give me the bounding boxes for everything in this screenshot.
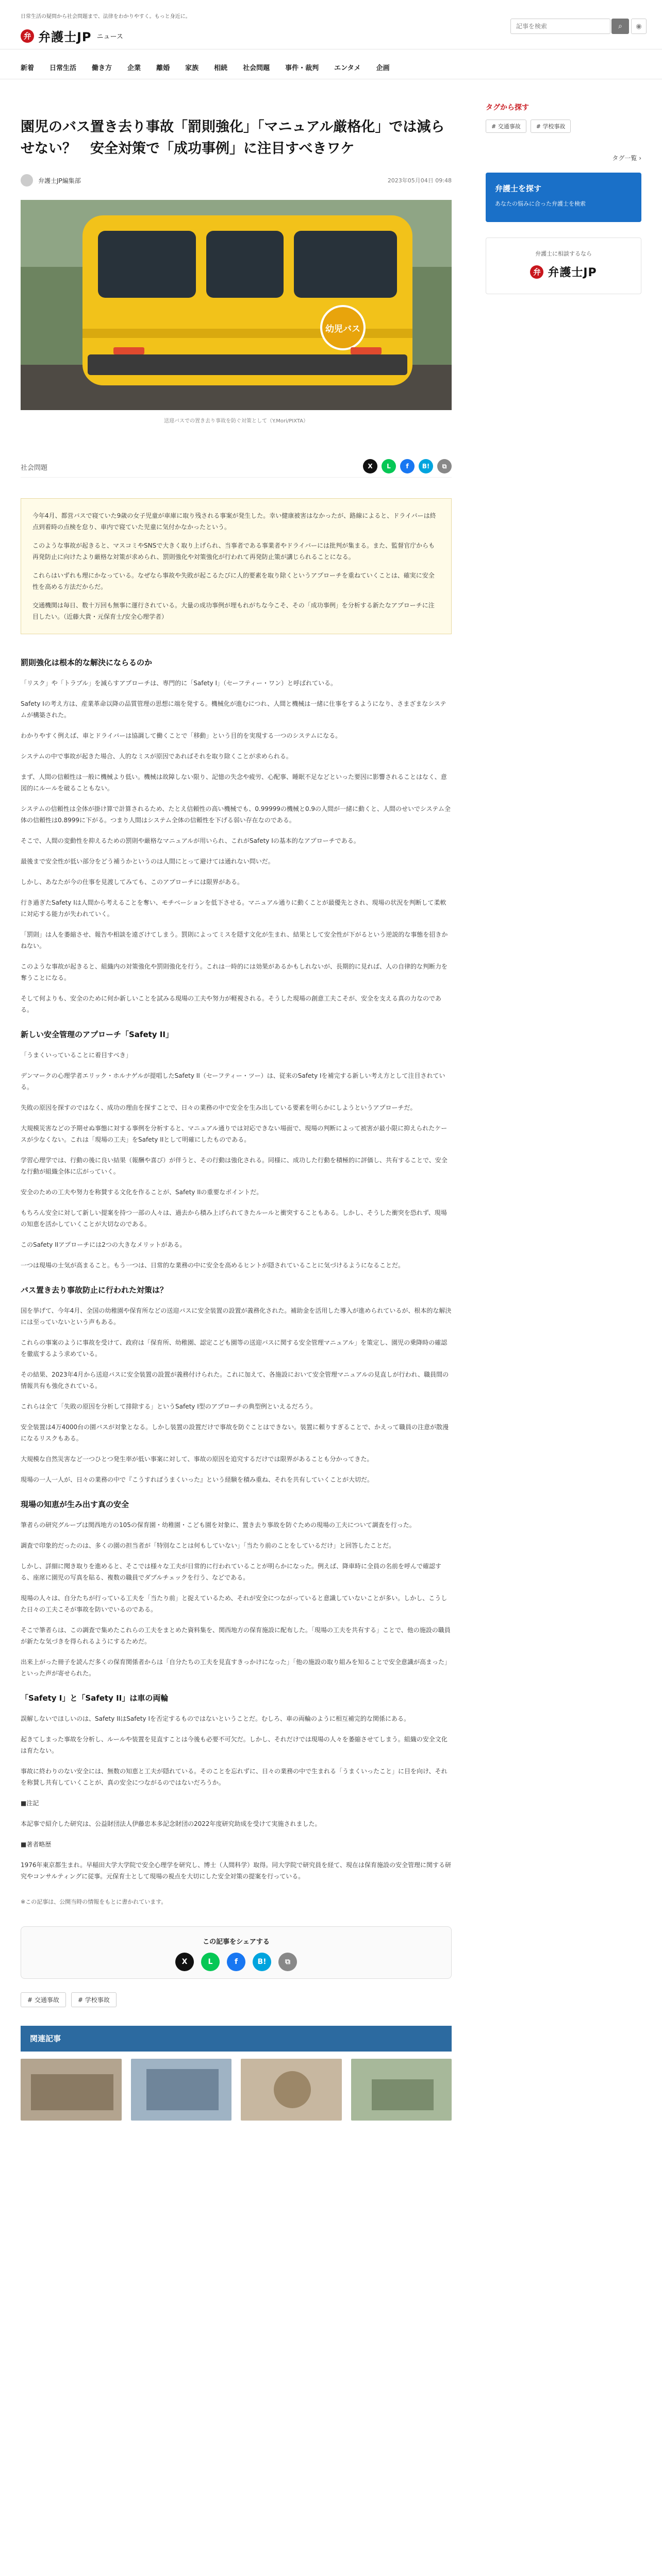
body-paragraph: 「うまくいっていることに着目すべき」 bbox=[21, 1052, 132, 1059]
category-nav bbox=[0, 56, 662, 79]
nav-item-incidents[interactable]: 事件・裁判 bbox=[285, 64, 319, 72]
body-paragraph: このような事故が起きると、組織内の対策強化や罰則強化を行う。これは一時的には効果があるかもしれないが、長期的に見れば、人の自律的な判断力を奪うことになる。 bbox=[21, 963, 448, 981]
body-paragraph: 最後まで安全性が低い部分をどう補うかというのは人間にとって避けては通れない問いだ。 bbox=[21, 858, 274, 865]
rss-button[interactable] bbox=[631, 19, 647, 34]
nav-item-features[interactable]: 企画 bbox=[376, 64, 390, 72]
body-paragraph: 出来上がった冊子を読んだ多くの保育関係者からは「自分たちの工夫を見直すきっかけになった」「他の施設の取り組みを知ることで安全意識が高まった」といった声が寄せられた。 bbox=[21, 1658, 451, 1677]
body-paragraph: 誤解しないでほしいのは、Safety IIはSafety Iを否定するものではないということだ。むしろ、車の両輪のように相互補完的な関係にある。 bbox=[21, 1715, 410, 1722]
body-paragraph: Safety Iの考え方は、産業革命以降の品質管理の思想に端を発する。機械化が進むにつれ、人間と機械は一緒に仕事をするようになり、さまざまなシステムが構築された。 bbox=[21, 700, 446, 719]
related-article-card[interactable] bbox=[21, 2059, 122, 2121]
body-paragraph: 学習心理学では、行動の後に良い結果（報酬や喜び）が伴うと、その行動は強化される。同様に、成功した行動を積極的に評価し、共有することで、安全な行動が組織全体に広がっていく。 bbox=[21, 1157, 448, 1175]
logo-subtitle: ニュース bbox=[96, 33, 123, 41]
tag-traffic-accident[interactable]: # 交通事故 bbox=[21, 1992, 66, 2007]
bus-sign-text: 幼児バス bbox=[325, 324, 360, 334]
nav-item-entertainment[interactable]: エンタメ bbox=[334, 64, 361, 72]
sidebar-tag-list bbox=[486, 120, 641, 133]
hatena-share-icon[interactable]: B! bbox=[419, 459, 433, 473]
body-paragraph: もちろん安全に対して新しい提案を持つ一部の人々は、過去から積み上げられてきたルールと衝突することもある。しかし、そうした衝突を恐れず、現場の知恵を活かしていくことが大切なのである。 bbox=[21, 1209, 447, 1228]
related-articles-list bbox=[21, 2059, 452, 2121]
article-main bbox=[21, 116, 452, 2121]
link-copy-icon[interactable]: ⧉ bbox=[278, 1953, 297, 1971]
author-avatar bbox=[21, 174, 33, 187]
find-lawyer-banner[interactable] bbox=[486, 173, 641, 222]
body-paragraph: しかし、あなたが今の仕事を見渡してみても、このアプローチには限界がある。 bbox=[21, 878, 244, 886]
body-paragraph: 失敗の原因を探すのではなく、成功の理由を探すことで、日々の業務の中で安全を生み出している要素を明らかにしようというアプローチだ。 bbox=[21, 1104, 417, 1111]
hero-caption: 送迎バスでの置き去り事故を防ぐ対策として（Y.Mori/PIXTA） bbox=[163, 418, 309, 424]
body-paragraph: 起きてしまった事故を分析し、ルールや装置を見直すことは今後も必要不可欠だ。しかし、それだけでは現場の人々を萎縮させてしまう。組織の安全文化は育たない。 bbox=[21, 1736, 448, 1754]
related-article-card[interactable] bbox=[131, 2059, 232, 2121]
hero-image bbox=[21, 200, 452, 410]
nav-item-family[interactable]: 家族 bbox=[185, 64, 199, 72]
banner-subtitle: 弁護士に相談するなら bbox=[535, 250, 592, 257]
summary-paragraph: 交通機関は毎日、数十万回も無事に運行されている。大量の成功事例が埋もれがちな今こそ、その「成功事例」を分析する新たなアプローチに注目したい。（近藤大貴・元保育士/安全心理学者） bbox=[32, 602, 435, 620]
body-paragraph: 行き過ぎたSafety Iは人間から考えることを奪い、モチベーションを低下させる。マニュアル通りに動くことが最優先とされ、現場の状況を判断して柔軟に対応する能力が失われていく。 bbox=[21, 899, 446, 918]
body-paragraph: そこで、人間の変動性を抑えるための罰則や厳格なマニュアルが用いられ、これがSafety Iの基本的なアプローチである。 bbox=[21, 837, 360, 844]
sidebar bbox=[486, 102, 641, 294]
logo-text: 弁護士JP bbox=[38, 30, 92, 44]
related-article-card[interactable] bbox=[241, 2059, 342, 2121]
body-paragraph: 大規模な自然災害など一つひとつ発生率が低い事案に対して、事故の原因を追究するだけでは限界があることも分かってきた。 bbox=[21, 1455, 373, 1463]
x-share-icon[interactable]: X bbox=[363, 459, 377, 473]
publish-date: 2023年05月04日 09:48 bbox=[387, 177, 452, 184]
body-paragraph: 筆者らの研究グループは関西地方の105の保育園・幼稚園・こども園を対象に、置き去り事故を防ぐための現場の工夫について調査を行った。 bbox=[21, 1521, 416, 1529]
body-paragraph: システムの信頼性は全体が掛け算で計算されるため、たとえ信頼性の高い機械でも、0.99999の機械と0.9の人間が一緒に動くと、人間のせいでシステム全体の信頼性は0.8999に下がる。つまり人間はシステム全体の信頼性を下げる弱い存在なのである。 bbox=[21, 805, 451, 824]
logo-mark-icon: 弁 bbox=[530, 265, 543, 279]
body-paragraph: 安全のための工夫や努力を称賛する文化を作ることが、Safety IIの重要なポイントだ。 bbox=[21, 1189, 263, 1196]
site-tagline: 日常生活の疑問から社会問題まで、法律をわかりやすく。もっと身近に。 bbox=[21, 14, 191, 20]
body-paragraph: ■注記 bbox=[21, 1800, 39, 1807]
tag-list-link[interactable]: タグ一覧 › bbox=[612, 155, 641, 162]
related-article-card[interactable] bbox=[351, 2059, 452, 2121]
site-logo[interactable] bbox=[21, 27, 123, 45]
summary-paragraph: 今年4月、都営バスで寝ていた9歳の女子児童が車庫に取り残される事案が発生した。幸い健康被害はなかったが、路線によると、ドライバーは終点到着時の点検を怠り、車内で寝ていた児童に気付かなかったという。 bbox=[32, 512, 436, 531]
consult-banner[interactable] bbox=[486, 238, 641, 294]
site-header bbox=[0, 0, 662, 49]
body-paragraph: 一つは現場の士気が高まること。もう一つは、日常的な業務の中に安全を高めるヒントが隠されていることに気づけるようになることだ。 bbox=[21, 1262, 405, 1269]
share-box-title: この記事をシェアする bbox=[203, 1938, 270, 1946]
tag-school-accident[interactable]: # 学校事故 bbox=[71, 1992, 117, 2007]
search-input[interactable] bbox=[510, 19, 610, 34]
nav-item-divorce[interactable]: 離婚 bbox=[156, 64, 170, 72]
sidebar-tag-school[interactable]: # 学校事故 bbox=[531, 120, 571, 133]
related-thumbnail bbox=[241, 2059, 342, 2121]
body-paragraph: 安全装置は4万4000台の園バスが対象となる。しかし装置の設置だけで事故を防ぐことはできない。装置に頼りすぎることで、かえって職員の注意が散漫になるリスクもある。 bbox=[21, 1423, 449, 1442]
body-paragraph: これらは全て「失敗の原因を分析して排除する」というSafety I型のアプローチの典型例といえるだろう。 bbox=[21, 1403, 317, 1410]
section-heading: 「Safety I」と「Safety II」は車の両輪 bbox=[21, 1693, 169, 1703]
share-icons-bottom bbox=[21, 1953, 451, 1971]
body-paragraph: 現場の一人一人が、日々の業務の中で『こうすればうまくいった』という経験を積み重ね、それを共有していくことが大切だ。 bbox=[21, 1476, 374, 1483]
logo-mark-icon: 弁 bbox=[21, 29, 34, 43]
body-paragraph: 調査で印象的だったのは、多くの園の担当者が「特別なことは何もしていない」「当たり前のことをしているだけ」と回答したことだ。 bbox=[21, 1542, 395, 1549]
search-icon: ⌕ bbox=[618, 22, 622, 30]
body-paragraph: 現場の人々は、自分たちが行っている工夫を「当たり前」と捉えているため、それが安全につながっていると意識していないことが多い。しかし、こうした日々の工夫こそが事故を防いでいるのである。 bbox=[21, 1595, 448, 1613]
article-summary bbox=[21, 498, 452, 634]
nav-item-inheritance[interactable]: 相続 bbox=[214, 64, 228, 72]
sidebar-tags-title: タグから探す bbox=[486, 104, 529, 112]
section-heading: 新しい安全管理のアプローチ「Safety II」 bbox=[21, 1030, 173, 1039]
school-bus-illustration bbox=[21, 200, 452, 410]
article-tags bbox=[21, 1992, 452, 2007]
banner-logo bbox=[486, 264, 641, 280]
link-copy-icon[interactable]: ⧉ bbox=[437, 459, 452, 473]
nav-item-work[interactable]: 働き方 bbox=[92, 64, 112, 72]
body-paragraph: 大規模災害などの予期せぬ事態に対する事例を分析すると、マニュアル通りでは対応できない場面で、現場の判断によって被害が最小限に抑えられたケースが少なくない。これは「現場の工夫」をSafety IIとして明確にしたものである。 bbox=[21, 1125, 448, 1143]
article-body bbox=[21, 657, 452, 1882]
body-paragraph: 本記事で紹介した研究は、公益財団法人伊藤忠本多記念財団の2022年度研究助成を受けて実施されました。 bbox=[21, 1820, 321, 1827]
related-articles-header: 関連記事 bbox=[21, 2026, 452, 2052]
related-thumbnail bbox=[351, 2059, 452, 2121]
body-paragraph: しかし、詳細に聞き取りを進めると、そこでは様々な工夫が日常的に行われていることが明らかになった。例えば、降車時に全員の名前を呼んで確認する、座席に園児の写真を貼る、複数の職員でダブルチェックを行う、などである。 bbox=[21, 1563, 442, 1581]
banner-subtitle: あなたの悩みに合った弁護士を検索 bbox=[495, 200, 586, 207]
body-paragraph: そこで筆者らは、この調査で集めたこれらの工夫をまとめた資料集を、関西地方の保育施設に配布した。「現場の工夫を共有する」ことで、他の施設の職員が新たな気づきを得られるようにするためだ。 bbox=[21, 1626, 451, 1645]
nav-item-new[interactable]: 新着 bbox=[21, 64, 35, 72]
x-share-icon[interactable]: X bbox=[175, 1953, 194, 1971]
body-paragraph: 国を挙げて、今年4月、全国の幼稚園や保育所などの送迎バスに安全装置の設置が義務化された。補助金を活用した導入が進められているが、根本的な解決には至っていないという声もある。 bbox=[21, 1307, 452, 1326]
article-meta bbox=[21, 172, 452, 191]
body-paragraph: まず、人間の信頼性は一般に機械より低い。機械は故障しない限り、記憶の失念や疲労、心配事、睡眠不足などといった要因に影響されることはなく、意図的にルールを破ることもない。 bbox=[21, 773, 447, 792]
body-paragraph: 「罰則」は人を萎縮させ、報告や相談を遠ざけてしまう。罰則によってミスを隠す文化が生まれ、結果として安全性が下がるという逆説的な事態を招きかねない。 bbox=[21, 931, 448, 950]
section-heading: 現場の知恵が生み出す真の安全 bbox=[21, 1500, 129, 1509]
share-icons-top bbox=[363, 459, 452, 473]
section-heading: 罰則強化は根本的な解決にならるのか bbox=[21, 658, 153, 667]
body-paragraph: 1976年東京都生まれ。早稲田大学大学院で安全心理学を研究し、博士（人間科学）取得。同大学院で研究員を経て、現在は保育施設の安全管理に関する研究やコンサルティングに従事。元保育士として現場の視点を大切にした安全対策の提案を行っている。 bbox=[21, 1861, 452, 1880]
body-paragraph: 事故に終わりのない安全には、無数の知恵と工夫が隠れている。そのことを忘れずに、日々の業務の中で生まれる「うまくいったこと」に目を向け、それを称賛し共有していくことが、真の安全につながるのではないだろうか。 bbox=[21, 1768, 448, 1786]
article-note: ※この記事は、公開当時の情報をもとに書かれています。 bbox=[21, 1899, 167, 1905]
facebook-share-icon[interactable]: f bbox=[227, 1953, 245, 1971]
nav-item-social[interactable]: 社会問題 bbox=[243, 64, 270, 72]
hatena-share-icon[interactable]: B! bbox=[253, 1953, 271, 1971]
author-link[interactable]: 弁護士JP編集部 bbox=[38, 177, 81, 184]
body-paragraph: わかりやすく例えば、車とドライバーは協調して働くことで「移動」という目的を実現する一つのシステムになる。 bbox=[21, 732, 342, 739]
related-thumbnail bbox=[21, 2059, 122, 2121]
body-paragraph: これらの事案のように事故を受けて、政府は「保育所、幼稚園、認定こども園等の送迎バスに関する安全管理マニュアル」を策定し、園児の乗降時の確認を徹底するよう求めている。 bbox=[21, 1339, 448, 1358]
nav-item-daily-life[interactable]: 日常生活 bbox=[49, 64, 77, 72]
category-share-row bbox=[21, 457, 452, 478]
line-share-icon[interactable]: L bbox=[382, 459, 396, 473]
body-paragraph: 「リスク」や「トラブル」を減らすアプローチは、専門的に「Safety I」（セーフティー・ワン）と呼ばれている。 bbox=[21, 680, 337, 687]
related-thumbnail bbox=[131, 2059, 232, 2121]
body-paragraph: ■著者略歴 bbox=[21, 1841, 52, 1848]
line-share-icon[interactable]: L bbox=[201, 1953, 220, 1971]
summary-paragraph: これらはいずれも理にかなっている。なぜなら事故や失敗が起こるたびに人的要素を取り除くというアプローチを重ねていくことは、確実に安全性を高める方法だからだ。 bbox=[32, 572, 435, 590]
facebook-share-icon[interactable]: f bbox=[400, 459, 415, 473]
search-button[interactable] bbox=[611, 19, 629, 34]
summary-paragraph: このような事故が起きると、マスコミやSNSで大きく取り上げられ、当事者である事業者やドライバーには批判が集まる。また、監督官庁からも再発防止に向けたより厳格な対策が求められ、罰則強化や対策強化が行われて再発防止策が講じられることになる。 bbox=[32, 542, 435, 561]
banner-title: 弁護士を探す bbox=[495, 184, 542, 193]
body-paragraph: そして何よりも、安全のために何か新しいことを試みる現場の工夫や努力が軽視される。そうした現場の創意工夫こそが、安全を支える真の力なのである。 bbox=[21, 995, 442, 1013]
share-box bbox=[21, 1926, 452, 1979]
body-paragraph: デンマークの心理学者エリック・ホルナゲルが提唱したSafety II（セーフティー・ツー）は、従来のSafety Iを補完する新しい考え方として注目されている。 bbox=[21, 1072, 445, 1091]
banner-logo-text: 弁護士JP bbox=[548, 266, 597, 279]
section-heading: バス置き去り事故防止に行われた対策は？ bbox=[21, 1285, 168, 1295]
sidebar-tag-traffic[interactable]: # 交通事故 bbox=[486, 120, 526, 133]
body-paragraph: システムの中で事故が起きた場合、人的なミスが原因であればそれを取り除くことが求められる。 bbox=[21, 753, 292, 760]
article-title: 園児のバス置き去り事故「罰則強化」「マニュアル厳格化」では減らせない？ 安全対策で「成功事例」に注目すべきワケ bbox=[21, 119, 445, 157]
body-paragraph: その結果、2023年4月から送迎バスに安全装置の設置が義務付けられた。これに加えて、各施設において安全管理マニュアルの見直しが行われ、職員間の情報共有も強化されている。 bbox=[21, 1371, 449, 1389]
rss-icon: ◉ bbox=[636, 22, 642, 30]
body-paragraph: このSafety IIアプローチには2つの大きなメリットがある。 bbox=[21, 1241, 186, 1248]
article-category[interactable]: 社会問題 bbox=[21, 464, 48, 472]
nav-item-business[interactable]: 企業 bbox=[127, 64, 141, 72]
